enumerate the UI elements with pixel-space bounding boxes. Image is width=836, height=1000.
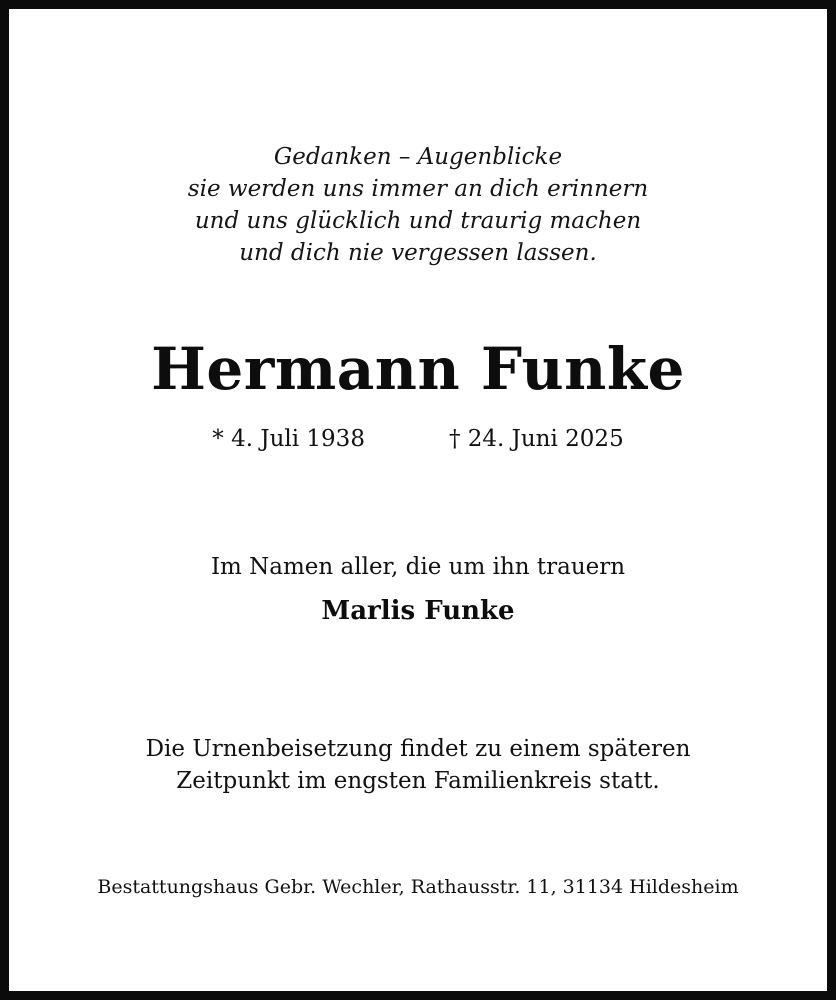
- poem-line-1: Gedanken – Augenblicke: [273, 144, 563, 170]
- deceased-name: Hermann Funke: [151, 335, 685, 403]
- death-date: † 24. Juni 2025: [448, 426, 624, 452]
- poem-line-2: sie werden uns immer an dich erinnern: [187, 176, 649, 202]
- life-dates: [9, 423, 827, 455]
- burial-announcement: [9, 733, 827, 797]
- birth-date: * 4. Juli 1938: [212, 426, 365, 452]
- mourners-intro: Im Namen aller, die um ihn trauern: [210, 554, 626, 580]
- memorial-poem: [9, 141, 827, 269]
- mourner-name: Marlis Funke: [321, 596, 515, 626]
- announcement-line-2: Zeitpunkt im engsten Familienkreis statt.: [176, 768, 660, 794]
- poem-line-3: und uns glücklich und traurig machen: [194, 208, 642, 234]
- announcement-line-1: Die Urnenbeisetzung findet zu einem späteren: [145, 736, 691, 762]
- poem-line-4: und dich nie vergessen lassen.: [239, 240, 597, 266]
- funeral-home-address: Bestattungshaus Gebr. Wechler, Rathausstr. 11, 31134 Hildesheim: [97, 876, 739, 898]
